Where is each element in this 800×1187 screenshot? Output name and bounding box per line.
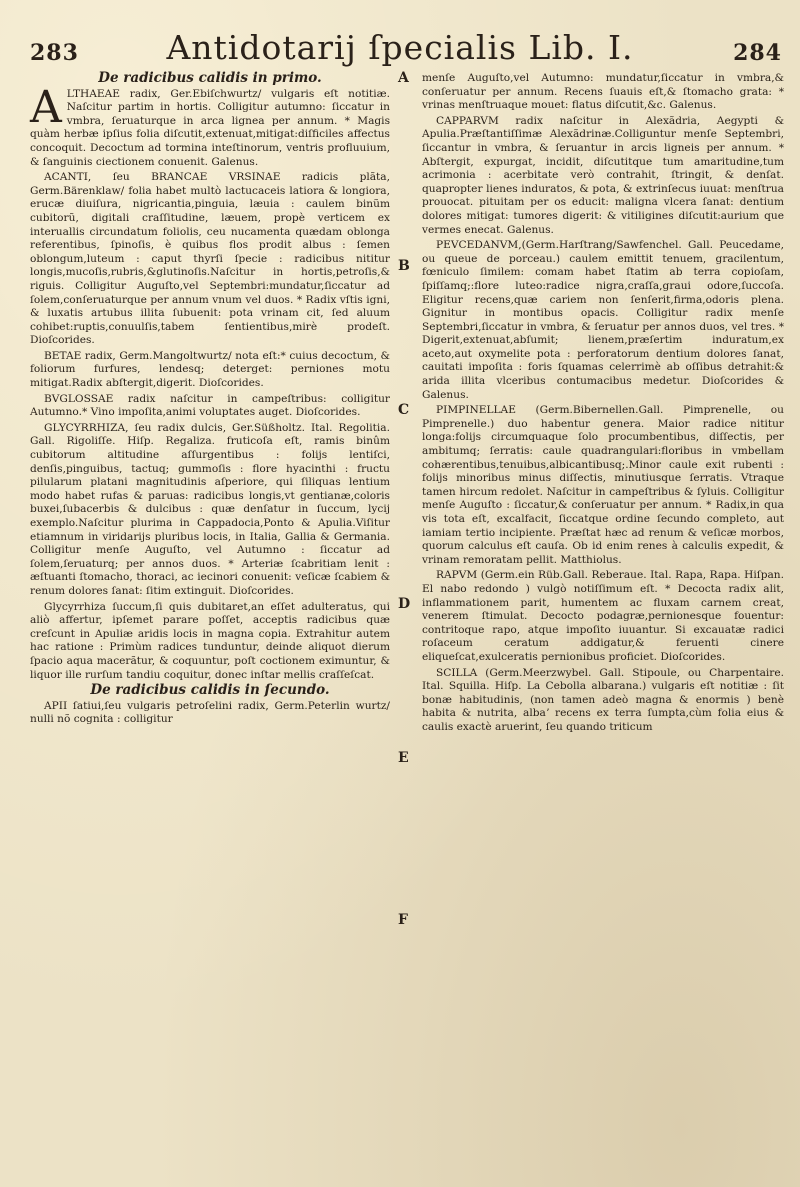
left-column bbox=[30, 72, 390, 729]
paragraph-glycyrrhiza-succus: Glycyrrhiza ſuccum,ſi quis dubitaret,an eſſet adulteratus, qui aliò affertur, ipſemet parare poſſet, acceptis radicibus quæ creſcunt in Apuliæ aridis locis in magna copia. Extrahitur autem hac ratione : Primùm radices tunduntur, deinde aliquot dierum ſpacio aqua macerãtur, & coquuntur, poſt coctionem eximuntur, & liquor ille rurſum tandiu coquitur, donec inſtar mellis craſſeſcat. bbox=[30, 600, 390, 681]
margin-letter-c: C bbox=[398, 402, 410, 418]
right-page-number: 284 bbox=[733, 40, 782, 66]
drop-cap: A bbox=[30, 81, 62, 133]
margin-letter-b: B bbox=[398, 258, 410, 274]
paragraph-buglossa: BVGLOSSAE radix naſcitur in campeſtribus: colligitur Autumno.* Vino impoſita,animi voluptates auget. Dioſcorides. bbox=[30, 392, 390, 419]
margin-letter-a: A bbox=[398, 70, 409, 86]
section-heading-second-degree: De radicibus calidis in ſecundo. bbox=[90, 682, 330, 699]
paragraph-peucedanum: PEVCEDANVM,(Germ.Harſtrang/Sawfenchel. Gall. Peucedame, ou queue de porceau.) caulem emittit tenuem, gracilentum, fœniculo ſimilem: comam habet ſtatim ab terra copioſam, ſpiſſamq;:flore luteo:radice nigra,craſſa,graui odore,ſuccoſa. Eligitur recens,quæ cariem non ſenſerit,firma,odoris plena. Gignitur in montibus opacis. Colligitur radix menſe Septembri,ſiccatur in vmbra, & ſeruatur per annos duos, vel tres. * Digerit,extenuat,abſumit; lienem,præſertim induratum,ex aceto,aut oxymelite pota : perforatorum dentium dolores ſanat, cauitati impoſita : foris ſquamas celerrimè ab oſſibus detrahit:& arida illita vlceribus contumacibus medetur. Dioſcorides & Galenus. bbox=[422, 239, 784, 401]
section-heading-first-degree: De radicibus calidis in primo. bbox=[98, 70, 322, 86]
paragraph-scilla: SCILLA (Germ.Meerzwybel. Gall. Stipoule, ou Charpentaire. Ital. Squilla. Hiſp. La Cebolla albarana.) vulgaris eſt notitiæ : ſit bonæ habitudinis, (non tamen adeò magna & enormis ) benè habita & nutrita, albaʼ recens ex terra ſumpta,cùm folia eius & caulis exactè aruerint, ſeu quando triticum bbox=[422, 666, 784, 733]
paragraph-capparis: CAPPARVM radix naſcitur in Alexãdria, Aegypti & Apulia.Præſtantiſſimæ Alexãdrinæ.Colliguntur menſe Septembri, ſiccantur in vmbra, & ſeruantur in arcis ligneis per annum. * Abſtergit, expurgat, incidit, diſcutitque tum amaritudine,tum acrimonia : acerbitate verò contrahit, ſtringit, & denſat. quapropter lienes induratos, & pota, & extrinſecus iuuat: menſtrua prouocat. pituitam per os educit: maligna vlcera ſanat: dentium dolores mitigat: tumores digerit: & vitiligines diſcutit:aurium que vermes enecat. Galenus. bbox=[422, 114, 784, 236]
paragraph-text: LTHAEAE radix, Ger.Ebiſchwurtz/ vulgaris eſt notitiæ. Naſcitur partim in hortis. Colligitur autumno: ſiccatur in vmbra, ſeruaturque in arca lignea per annum. * Magis quàm herbæ ipſius folia diſcutit,extenuat,mitigat:diſficiles affectus concoquit. Decoctum ad tormina inteſtinorum, ventris profluuium, & ſanguinis ciectionem conuenit. Galenus. bbox=[30, 87, 390, 168]
margin-letter-e: E bbox=[398, 750, 409, 766]
paragraph-acanthus: ACANTI, ſeu BRANCAE VRSINAE radicis plãta, Germ.Bärenklaw/ folia habet multò lactucaceis latiora & longiora, erucæ diuiſura, nigricantia,pinguia, læuia : caulem binũm cubitorũ, digitali craſſitudine, læuem, propè verticem ex interuallis circundatum foliolis, ceu nucamenta quædam oblonga referentibus, ſpinoſis, è quibus flos prodit albus : ſemen oblongum,luteum : caput thyrſi ſpecie : radicibus nititur longis,mucoſis,rubris,&glutinoſis.Naſcitur in hortis,petroſis,& riguis. Colligitur Auguſto,vel Septembri:mundatur,ſiccatur ad ſolem,conſeruaturque per annum vnum vel duos. * Radix vſtis igni, & luxatis artubus illita ſubuenit: pota vrinam cit, ſed aluum cohibet:ruptis,conuulſis,tabem ſentientibus,mirè prodeſt. Dioſcorides. bbox=[30, 171, 390, 347]
paragraph-althaea bbox=[30, 81, 390, 170]
left-page-number: 283 bbox=[30, 40, 79, 66]
paragraph-pimpinella: PIMPINELLAE (Germ.Bibernellen.Gall. Pimprenelle, ou Pimprenelle.) duo habentur genera. Maior radice nititur longa:folijs circumquaque ſolo procumbentibus, diſſectis, per ambitumq; ſerratis: caule quadrangulari:floribus in vmbellam cohærentibus,tenuibus,albicantibusq;.Minor caule exit rubenti : folijs minoribus minus diſſectis, minutiusque ſerratis. Vtraque tamen hircum redolet. Naſcitur in campeſtribus & ſyluis. Colligitur menſe Auguſto : ſiccatur,& conſeruatur per annum. * Radix,in qua vis tota eſt, excalfacit, ſiccatque ordine ſecundo completo, aut iamiam tertio incipiente. Præſtat hæc ad renum & veſicæ morbos, quorum calculus eſt cauſa. Ob id enim renes à calculis expedit, & vrinam remoratam pellit. Matthiolus. bbox=[422, 404, 784, 566]
paragraph-apium-continued: menſe Auguſto,vel Autumno: mundatur,ſiccatur in vmbra,& conſeruatur per annum. Recens ſuauis eſt,& ſtomacho grata: * vrinas menſtruaque mouet: flatus diſcutit,&c. Galenus. bbox=[422, 72, 784, 112]
paragraph-apium: APII ſatiui,ſeu vulgaris petroſelini radix, Germ.Peterlin wurtz/ nulli nõ cognita : colligitur bbox=[30, 699, 390, 726]
paragraph-rapum: RAPVM (Germ.ein Rüb.Gall. Reberaue. Ital. Rapa, Rapa. Hiſpan. El nabo redondo ) vulgò notiſſimum eſt. * Decocta radix alit, inflammationem parit, humentem ac fluxam carnem creat, venerem ſtimulat. Decocto podagræ,pernionesque fouentur: contritoque rapo, atque impoſito iuuantur. Si excauatæ radici roſaceum ceratum addigatur,& feruenti cinere eliqueſcat,exulceratis pernionibus proficiet. Dioſcorides. bbox=[422, 569, 784, 663]
paragraph-glycyrrhiza: GLYCYRRHIZA, ſeu radix dulcis, Ger.Süßholtz. Ital. Regolitia. Gall. Rigoliſſe. Hiſp. Regaliza. fruticoſa eſt, ramis binûm cubitorum altitudine aſſurgentibus : folijs lentiſci, denſis,pinguibus, tactuq; gummoſis : flore hyacinthi : fructu pilularum platani magnitudinis aſperiore, qui ſiliquas lentium modo habet rufas & paruas: radicibus longis,vt gentianæ,coloris buxei,ſubacerbis & dulcibus : quæ denſatur in ſuccum, lycij exemplo.Naſcitur plurima in Cappadocia,Ponto & Apulia.Viſitur etiamnum in viridarijs pluribus locis, in Italia, Gallia & Germania. Colligitur menſe Auguſto, vel Autumno : ſiccatur ad ſolem,ſeruaturq; per annos duos. * Arteriæ ſcabritiam lenit : æſtuanti ſtomacho, thoraci, ac iecinori conuenit: veſicæ ſcabiem & renum dolores ſanat: ſitim extinguit. Dioſcorides. bbox=[30, 421, 390, 597]
running-title: Antidotarij ſpecialis Lib. I. bbox=[166, 28, 634, 67]
paragraph-beta: BETAE radix, Germ.Mangoltwurtz/ nota eſt:* cuius decoctum, & foliorum furfures, lendesq; deterget: perniones motu mitigat.Radix abſtergit,digerit. Dioſcorides. bbox=[30, 349, 390, 390]
margin-letter-d: D bbox=[398, 596, 411, 612]
margin-letter-f: F bbox=[398, 912, 408, 928]
right-column bbox=[422, 72, 784, 737]
